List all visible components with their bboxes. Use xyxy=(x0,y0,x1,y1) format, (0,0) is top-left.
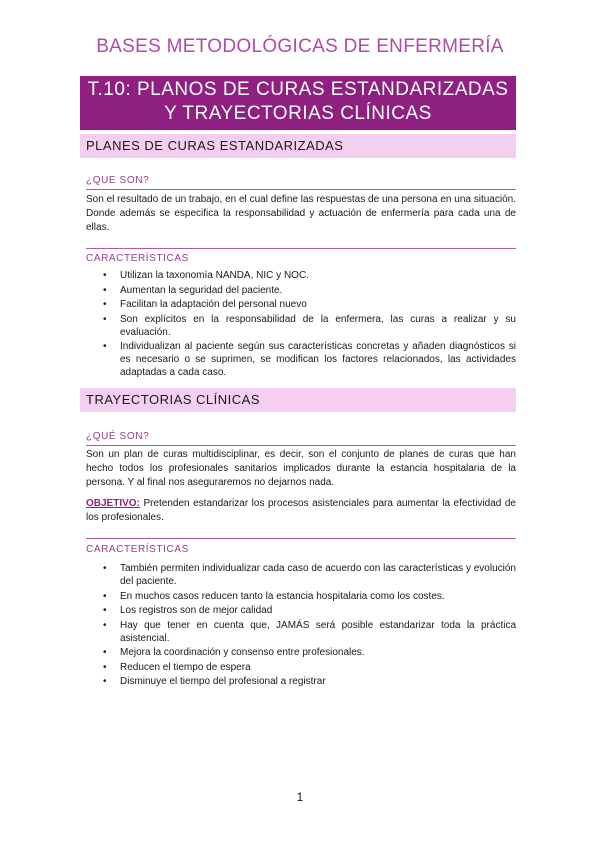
list-item: • Mejora la coordinación y consenso entre profesionales. xyxy=(103,647,365,658)
bullet-icon: • xyxy=(103,563,107,574)
topic-line-1: T.10: PLANOS DE CURAS ESTANDARIZADAS xyxy=(87,79,509,100)
features-list-1 xyxy=(86,269,516,381)
divider-rule xyxy=(86,445,516,446)
list-item: • Reducen el tiempo de espera xyxy=(103,661,251,673)
bullet-icon: • xyxy=(103,270,107,281)
divider-rule xyxy=(86,248,516,249)
list-item: • Los registros son de mejor calidad xyxy=(103,605,273,616)
bullet-icon: • xyxy=(103,661,107,673)
list-item: • Utilizan la taxonomía NANDA, NIC y NOC. xyxy=(103,270,309,281)
list-item: • También permiten individualizar cada caso de acuerdo con las características y evolución del paciente. xyxy=(103,563,516,587)
bullet-icon: • xyxy=(103,590,107,602)
subheading-que-son-2: ¿QUÉ SON? xyxy=(86,431,150,442)
divider-rule xyxy=(86,189,516,190)
list-item: • Hay que tener en cuenta que, JAMÁS será posible estandarizar toda la práctica asistencial. xyxy=(103,619,516,644)
list-item: • En muchos casos reducen tanto la estancia hospitalaria como los costes. xyxy=(103,590,445,602)
list-item: • Aumentan la seguridad del paciente. xyxy=(103,284,283,296)
subheading-que-son-1: ¿QUE SON? xyxy=(86,175,150,186)
bullet-icon: • xyxy=(103,284,107,296)
section-heading-trayectorias: TRAYECTORIAS CLÍNICAS xyxy=(80,388,516,412)
bullet-icon: • xyxy=(103,647,107,658)
divider-rule xyxy=(86,538,516,539)
list-item: • Individualizan al paciente según sus características concretas y añaden diagnósticos si es necesario o se suprimen, se modifican los factores relacionados, las actividades adaptadas a cada caso. xyxy=(103,341,516,378)
objective-text: Pretenden estandarizar los procesos asistenciales para aumentar la efectividad de los profesionales. xyxy=(86,498,516,523)
topic-line-2: Y TRAYECTORIAS CLÍNICAS xyxy=(164,103,432,124)
list-item: • Facilitan la adaptación del personal nuevo xyxy=(103,299,307,310)
page-number: 1 xyxy=(296,790,304,804)
subheading-caracteristicas-1: CARACTERÍSTICAS xyxy=(86,253,189,264)
topic-banner xyxy=(80,76,516,130)
section-heading-planes: PLANES DE CURAS ESTANDARIZADAS xyxy=(80,134,516,158)
list-item: • Disminuye el tiempo del profesional a registrar xyxy=(103,676,326,687)
subject-title: BASES METODOLÓGICAS DE ENFERMERÍA xyxy=(96,36,504,57)
paragraph-objective xyxy=(86,497,516,525)
bullet-icon: • xyxy=(103,341,107,352)
paragraph-definition-1: Son el resultado de un trabajo, en el cual define las respuestas de una persona en una situación. Donde además se especifica la responsabilidad y actuación de enfermería para cada una de ellas. xyxy=(86,194,516,233)
features-list-2 xyxy=(86,562,516,690)
bullet-icon: • xyxy=(103,676,107,687)
subheading-caracteristicas-2: CARACTERÍSTICAS xyxy=(86,544,189,555)
list-item: • Son explícitos en la responsabilidad de la enfermera, las curas a realizar y su evaluación. xyxy=(103,313,516,338)
bullet-icon: • xyxy=(103,605,107,616)
bullet-icon: • xyxy=(103,299,107,310)
bullet-icon: • xyxy=(103,313,107,325)
paragraph-definition-2: Son un plan de curas multidisciplinar, es decir, son el conjunto de planes de curas que han hecho todos los profesionales sanitarios implicados durante la estancia hospitalaria de la persona. Y al final nos aseguraremos no dejarnos nada. xyxy=(86,449,516,488)
bullet-icon: • xyxy=(103,619,107,631)
objective-label: OBJETIVO: xyxy=(86,498,140,509)
